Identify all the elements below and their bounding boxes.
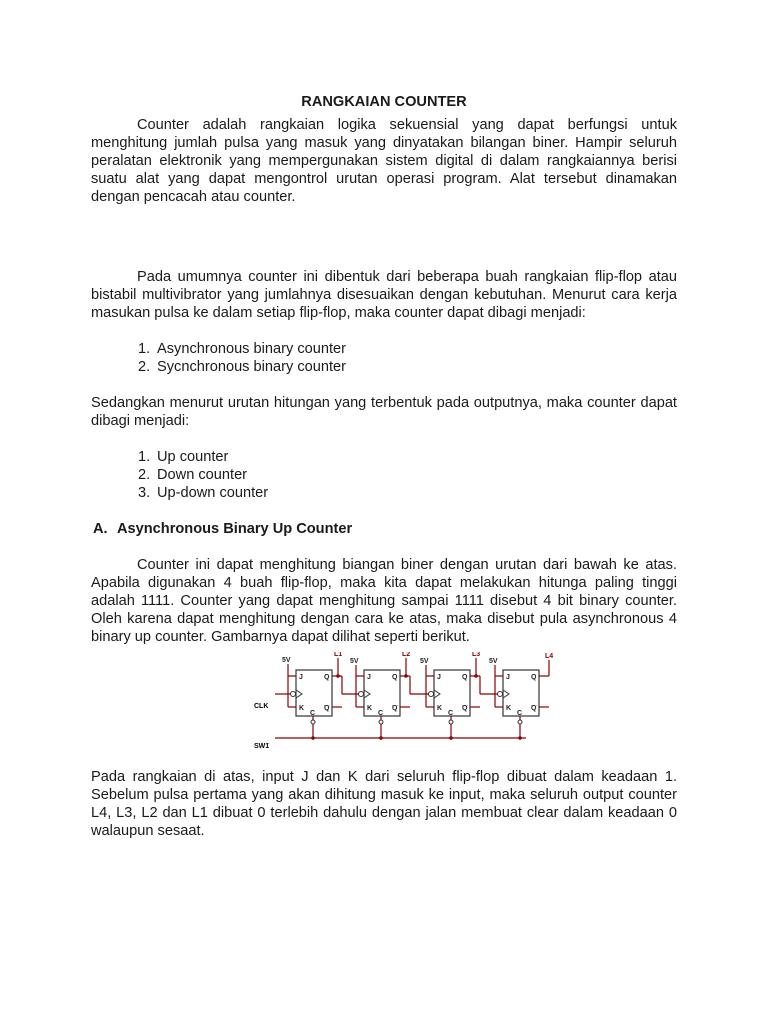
pin-k: K xyxy=(299,705,305,712)
list-text: Asynchronous binary counter xyxy=(157,341,347,357)
section-title: Asynchronous Binary Up Counter xyxy=(117,521,353,537)
paragraph-intro: Counter adalah rangkaian logika sekuensial yang dapat berfungsi untuk menghitung jumlah pulsa yang masuk yang dinyatakan bilangan biner. Hampir seluruh peralatan elektronik yang mempergunakan sistem digital di dalam rangkaiannya berisi suatu alat yang dapat mengontrol urutan operasi program. Alat tersebut dinamakan dengan pencacah atau counter. xyxy=(91,117,677,205)
list-item xyxy=(91,340,677,358)
pin-q: Q xyxy=(392,674,398,681)
pin-j: J xyxy=(437,674,441,681)
pin-k: K xyxy=(367,705,373,712)
vcc-label-4: 5V xyxy=(489,658,498,665)
document-title: RANGKAIAN COUNTER xyxy=(301,94,467,110)
pin-q: Q xyxy=(531,674,537,681)
clk-label: CLK xyxy=(254,703,269,710)
document-page xyxy=(91,93,677,840)
list-text: Up-down counter xyxy=(157,485,269,501)
clock-bubble xyxy=(498,692,503,697)
pin-k: K xyxy=(437,705,443,712)
pin-qbar: Q xyxy=(392,705,398,712)
pin-j: J xyxy=(367,674,371,681)
spacer xyxy=(91,502,677,520)
vcc-label-3: 5V xyxy=(420,658,429,665)
pin-clr: C xyxy=(517,710,523,717)
output-label-2: L2 xyxy=(402,652,411,658)
pin-qbar: Q xyxy=(324,705,330,712)
list-item xyxy=(91,466,677,484)
clock-triangle xyxy=(364,690,370,698)
list-text: Down counter xyxy=(157,467,248,483)
junction-dot xyxy=(379,736,383,740)
pin-q: Q xyxy=(324,674,330,681)
junction-dot xyxy=(336,674,340,678)
spacer xyxy=(91,322,677,340)
list-item xyxy=(91,484,677,502)
pin-clr: C xyxy=(378,710,384,717)
junction-dot xyxy=(474,674,478,678)
spacer xyxy=(91,538,677,556)
output-label-3: L3 xyxy=(472,652,481,658)
vcc-label-1: 5V xyxy=(282,657,291,664)
list-item xyxy=(91,358,677,376)
clear-bubble xyxy=(311,720,315,724)
list-number: 1. xyxy=(138,449,151,465)
clock-triangle xyxy=(434,690,440,698)
pin-qbar: Q xyxy=(462,705,468,712)
spacer xyxy=(91,376,677,394)
junction-dot xyxy=(404,674,408,678)
pin-qbar: Q xyxy=(531,705,537,712)
paragraph-output-order: Sedangkan menurut urutan hitungan yang terbentuk pada outputnya, maka counter dapat dibagi menjadi: xyxy=(91,395,677,429)
section-heading xyxy=(91,520,677,538)
list-text: Sycnchronous binary counter xyxy=(157,359,347,375)
clear-bubble xyxy=(449,720,453,724)
counter-type-list xyxy=(91,340,677,376)
clear-bubble xyxy=(518,720,522,724)
clock-bubble xyxy=(429,692,434,697)
sw1-label: SW1 xyxy=(254,743,270,750)
list-number: 3. xyxy=(138,485,151,501)
list-text: Up counter xyxy=(157,449,229,465)
vcc-label-2: 5V xyxy=(350,658,359,665)
clock-bubble xyxy=(359,692,364,697)
junction-dot xyxy=(311,736,315,740)
output-label-1: L1 xyxy=(334,652,343,658)
output-label-4: L4 xyxy=(545,653,554,660)
pin-j: J xyxy=(506,674,510,681)
clock-bubble xyxy=(291,692,296,697)
counting-order-list xyxy=(91,448,677,502)
section-number: A. xyxy=(93,521,108,537)
paragraph-explanation: Pada rangkaian di atas, input J dan K dari seluruh flip-flop dibuat dalam keadaan 1. Sebelum pulsa pertama yang akan dihitung masuk ke input, maka seluruh output counter L4, L3, L2 dan L1 dibuat 0 terlebih dahulu dengan jalan membuat clear dalam keadaan 0 walaupun sesaat. xyxy=(91,769,677,839)
spacer xyxy=(91,206,677,268)
clear-bubble xyxy=(379,720,383,724)
list-item xyxy=(91,448,677,466)
list-number: 2. xyxy=(138,359,151,375)
counter-circuit-diagram xyxy=(91,652,677,762)
spacer xyxy=(91,430,677,448)
clock-triangle xyxy=(503,690,509,698)
pin-clr: C xyxy=(310,710,316,717)
pin-clr: C xyxy=(448,710,454,717)
list-number: 1. xyxy=(138,341,151,357)
paragraph-flipflop: Pada umumnya counter ini dibentuk dari beberapa buah rangkaian flip-flop atau bistabil multivibrator yang jumlahnya disesuaikan dengan kebutuhan. Menurut cara kerja masukan pulsa ke dalam setiap flip-flop, maka counter dapat dibagi menjadi: xyxy=(91,269,677,321)
paragraph-up-counter: Counter ini dapat menghitung biangan biner dengan urutan dari bawah ke atas. Apabila digunakan 4 buah flip-flop, maka kita dapat melakukan hitunga paling tinggi adalah 1111. Counter yang dapat menghitung sampai 1111 disebut 4 bit binary counter. Oleh karena dapat menghitung dengan cara ke atas, maka disebut pula asynchronous 4 binary up counter. Gambarnya dapat dilihat seperti berikut. xyxy=(91,557,677,645)
circuit-schematic xyxy=(251,652,571,760)
pin-k: K xyxy=(506,705,512,712)
pin-j: J xyxy=(299,674,303,681)
junction-dot xyxy=(518,736,522,740)
list-number: 2. xyxy=(138,467,151,483)
pin-q: Q xyxy=(462,674,468,681)
clock-triangle xyxy=(296,690,302,698)
junction-dot xyxy=(449,736,453,740)
